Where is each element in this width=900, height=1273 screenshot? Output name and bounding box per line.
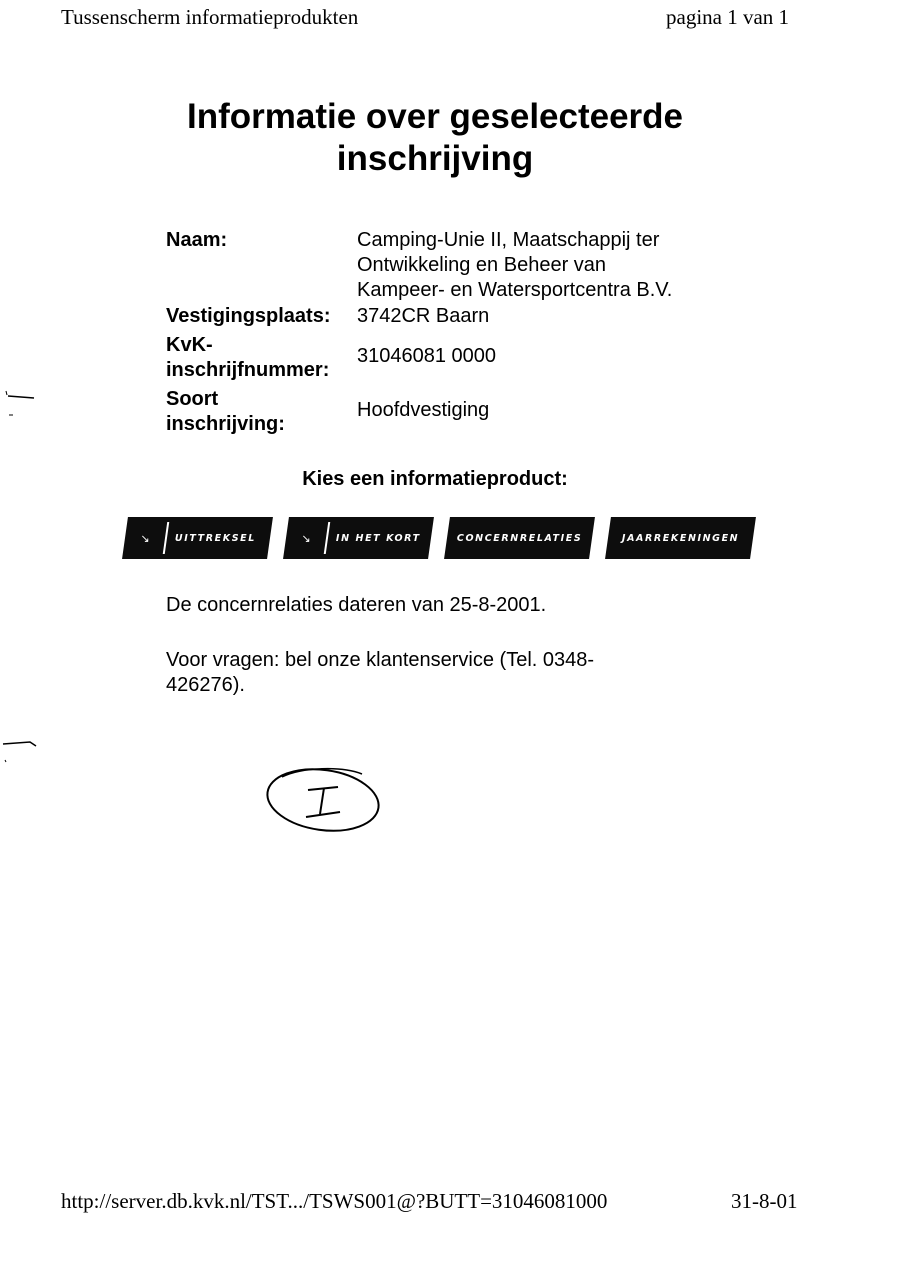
- naam-value-line: Ontwikkeling en Beheer van: [357, 254, 607, 276]
- choose-product-heading: Kies een informatieproduct:: [302, 468, 568, 490]
- uittreksel-button[interactable]: [122, 517, 273, 559]
- arrow-icon: ↘: [140, 531, 150, 545]
- in-het-kort-button-label: IN HET KORT: [336, 532, 421, 544]
- print-footer-url: http://server.db.kvk.nl/TST.../TSWS001@?BUTT=31046081000: [61, 1189, 608, 1213]
- concernrelaties-button[interactable]: [444, 517, 595, 559]
- contact-note-line: 426276).: [166, 674, 245, 696]
- page-title-line-1: Informatie over geselecteerde: [186, 97, 684, 136]
- concernrelaties-button-label: CONCERNRELATIES: [456, 532, 583, 544]
- kvk-number-value: 31046081 0000: [357, 345, 497, 367]
- jaarrekeningen-button[interactable]: [605, 517, 756, 559]
- naam-value-line: Camping-Unie II, Maatschappij ter: [357, 229, 660, 251]
- arrow-icon: ↘: [301, 531, 311, 545]
- naam-label: Naam:: [166, 229, 228, 251]
- kvk-number-label-line: KvK-: [166, 334, 213, 356]
- scan-margin-marks: [0, 385, 40, 765]
- uittreksel-button-label: UITTREKSEL: [175, 532, 256, 544]
- print-header-title: Tussenscherm informatieprodukten: [61, 5, 359, 29]
- registration-type-label-line: inschrijving:: [166, 413, 285, 435]
- print-header-page-number: pagina 1 van 1: [666, 5, 790, 29]
- vestigingsplaats-value: 3742CR Baarn: [357, 305, 490, 327]
- page-title-line-2: inschrijving: [336, 139, 534, 178]
- contact-note: [166, 648, 594, 698]
- kvk-number-label-line: inschrijfnummer:: [166, 359, 330, 381]
- jaarrekeningen-button-label: JAARREKENINGEN: [621, 532, 740, 544]
- vestigingsplaats-label: Vestigingsplaats:: [166, 305, 331, 327]
- contact-note-line: Voor vragen: bel onze klantenservice (Tel. 0348-: [166, 649, 595, 671]
- in-het-kort-button[interactable]: [283, 517, 434, 559]
- concern-date-note: De concernrelaties dateren van 25-8-2001.: [166, 594, 547, 616]
- handwritten-circled-mark: [262, 762, 392, 842]
- registration-type-value: Hoofdvestiging: [357, 399, 490, 421]
- naam-value-line: Kampeer- en Watersportcentra B.V.: [357, 279, 673, 301]
- handwritten-circle-icon: [262, 762, 392, 837]
- registration-type-label-line: Soort: [166, 388, 219, 410]
- print-footer-date: 31-8-01: [731, 1189, 798, 1213]
- registration-type-label: [166, 387, 285, 437]
- naam-value: [357, 228, 672, 303]
- kvk-number-label: [166, 333, 329, 383]
- page-title: [100, 96, 770, 180]
